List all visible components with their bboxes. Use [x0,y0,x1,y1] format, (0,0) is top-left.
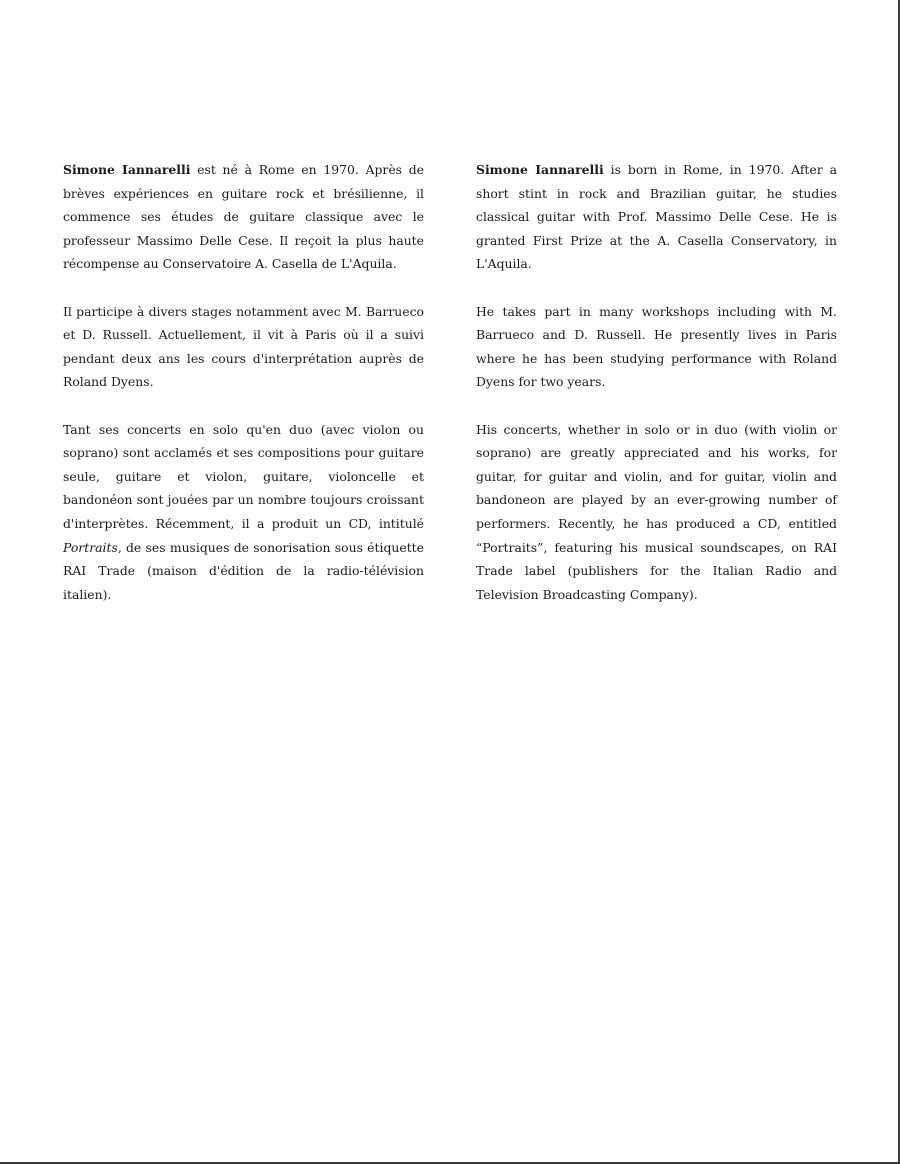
french-paragraph-2: Il participe à divers stages notamment avec M. Barrueco et D. Russell. Actuellement, il vit à Paris où il a suivi pendant deux ans les cours d'interprétation auprès de Roland Dyens. [63,303,424,390]
french-paragraph-3 [63,418,424,607]
english-paragraph-2: He takes part in many workshops including with M. Barrueco and D. Russell. He presently lives in Paris where he has been studying performance with Roland Dyens for two years. [476,303,837,390]
french-artist-name: Simone Iannarelli [63,162,191,177]
english-paragraph-3: His concerts, whether in solo or in duo (with violin or soprano) are greatly appreciated and his works, for guitar, for guitar and violin, and for guitar, violin and bandoneon are played by an ever-growing number of performers. Recently, he has produced a CD, entitled “Portraits”, featuring his musical soundscapes, on RAI Trade label (publishers for the Italian Radio and Television Broadcasting Company). [476,421,837,602]
french-paragraph-3-after: , de ses musiques de sonorisation sous étiquette RAI Trade (maison d'édition de la radio-télévision italien). [63,539,424,602]
french-cd-title: Portraits [63,539,118,555]
biography-french-column [63,158,424,630]
english-paragraph-1-text: is born in Rome, in 1970. After a short stint in rock and Brazilian guitar, he studies classical guitar with Prof. Massimo Delle Cese. He is granted First Prize at the A. Casella Conservatory, in L'Aquila. [476,162,837,272]
english-paragraph-1 [476,158,837,276]
french-paragraph-1 [63,158,424,276]
english-artist-name: Simone Iannarelli [476,162,604,177]
biography-english-column [476,158,837,630]
french-paragraph-1-text: est né à Rome en 1970. Après de brèves expériences en guitare rock et brésilienne, il commence ses études de guitare classique avec le professeur Massimo Delle Cese. Il reçoit la plus haute récompense au Conservatoire A. Casella de L'Aquila. [63,162,425,272]
french-paragraph-3-before: Tant ses concerts en solo qu'en duo (avec violon ou soprano) sont acclamés et ses compositions pour guitare seule, guitare et violon, guitare, violoncelle et bandonéon sont jouées par un nombre toujours croissant d'interprètes. Récemment, il a produit un CD, intitulé [63,421,424,531]
